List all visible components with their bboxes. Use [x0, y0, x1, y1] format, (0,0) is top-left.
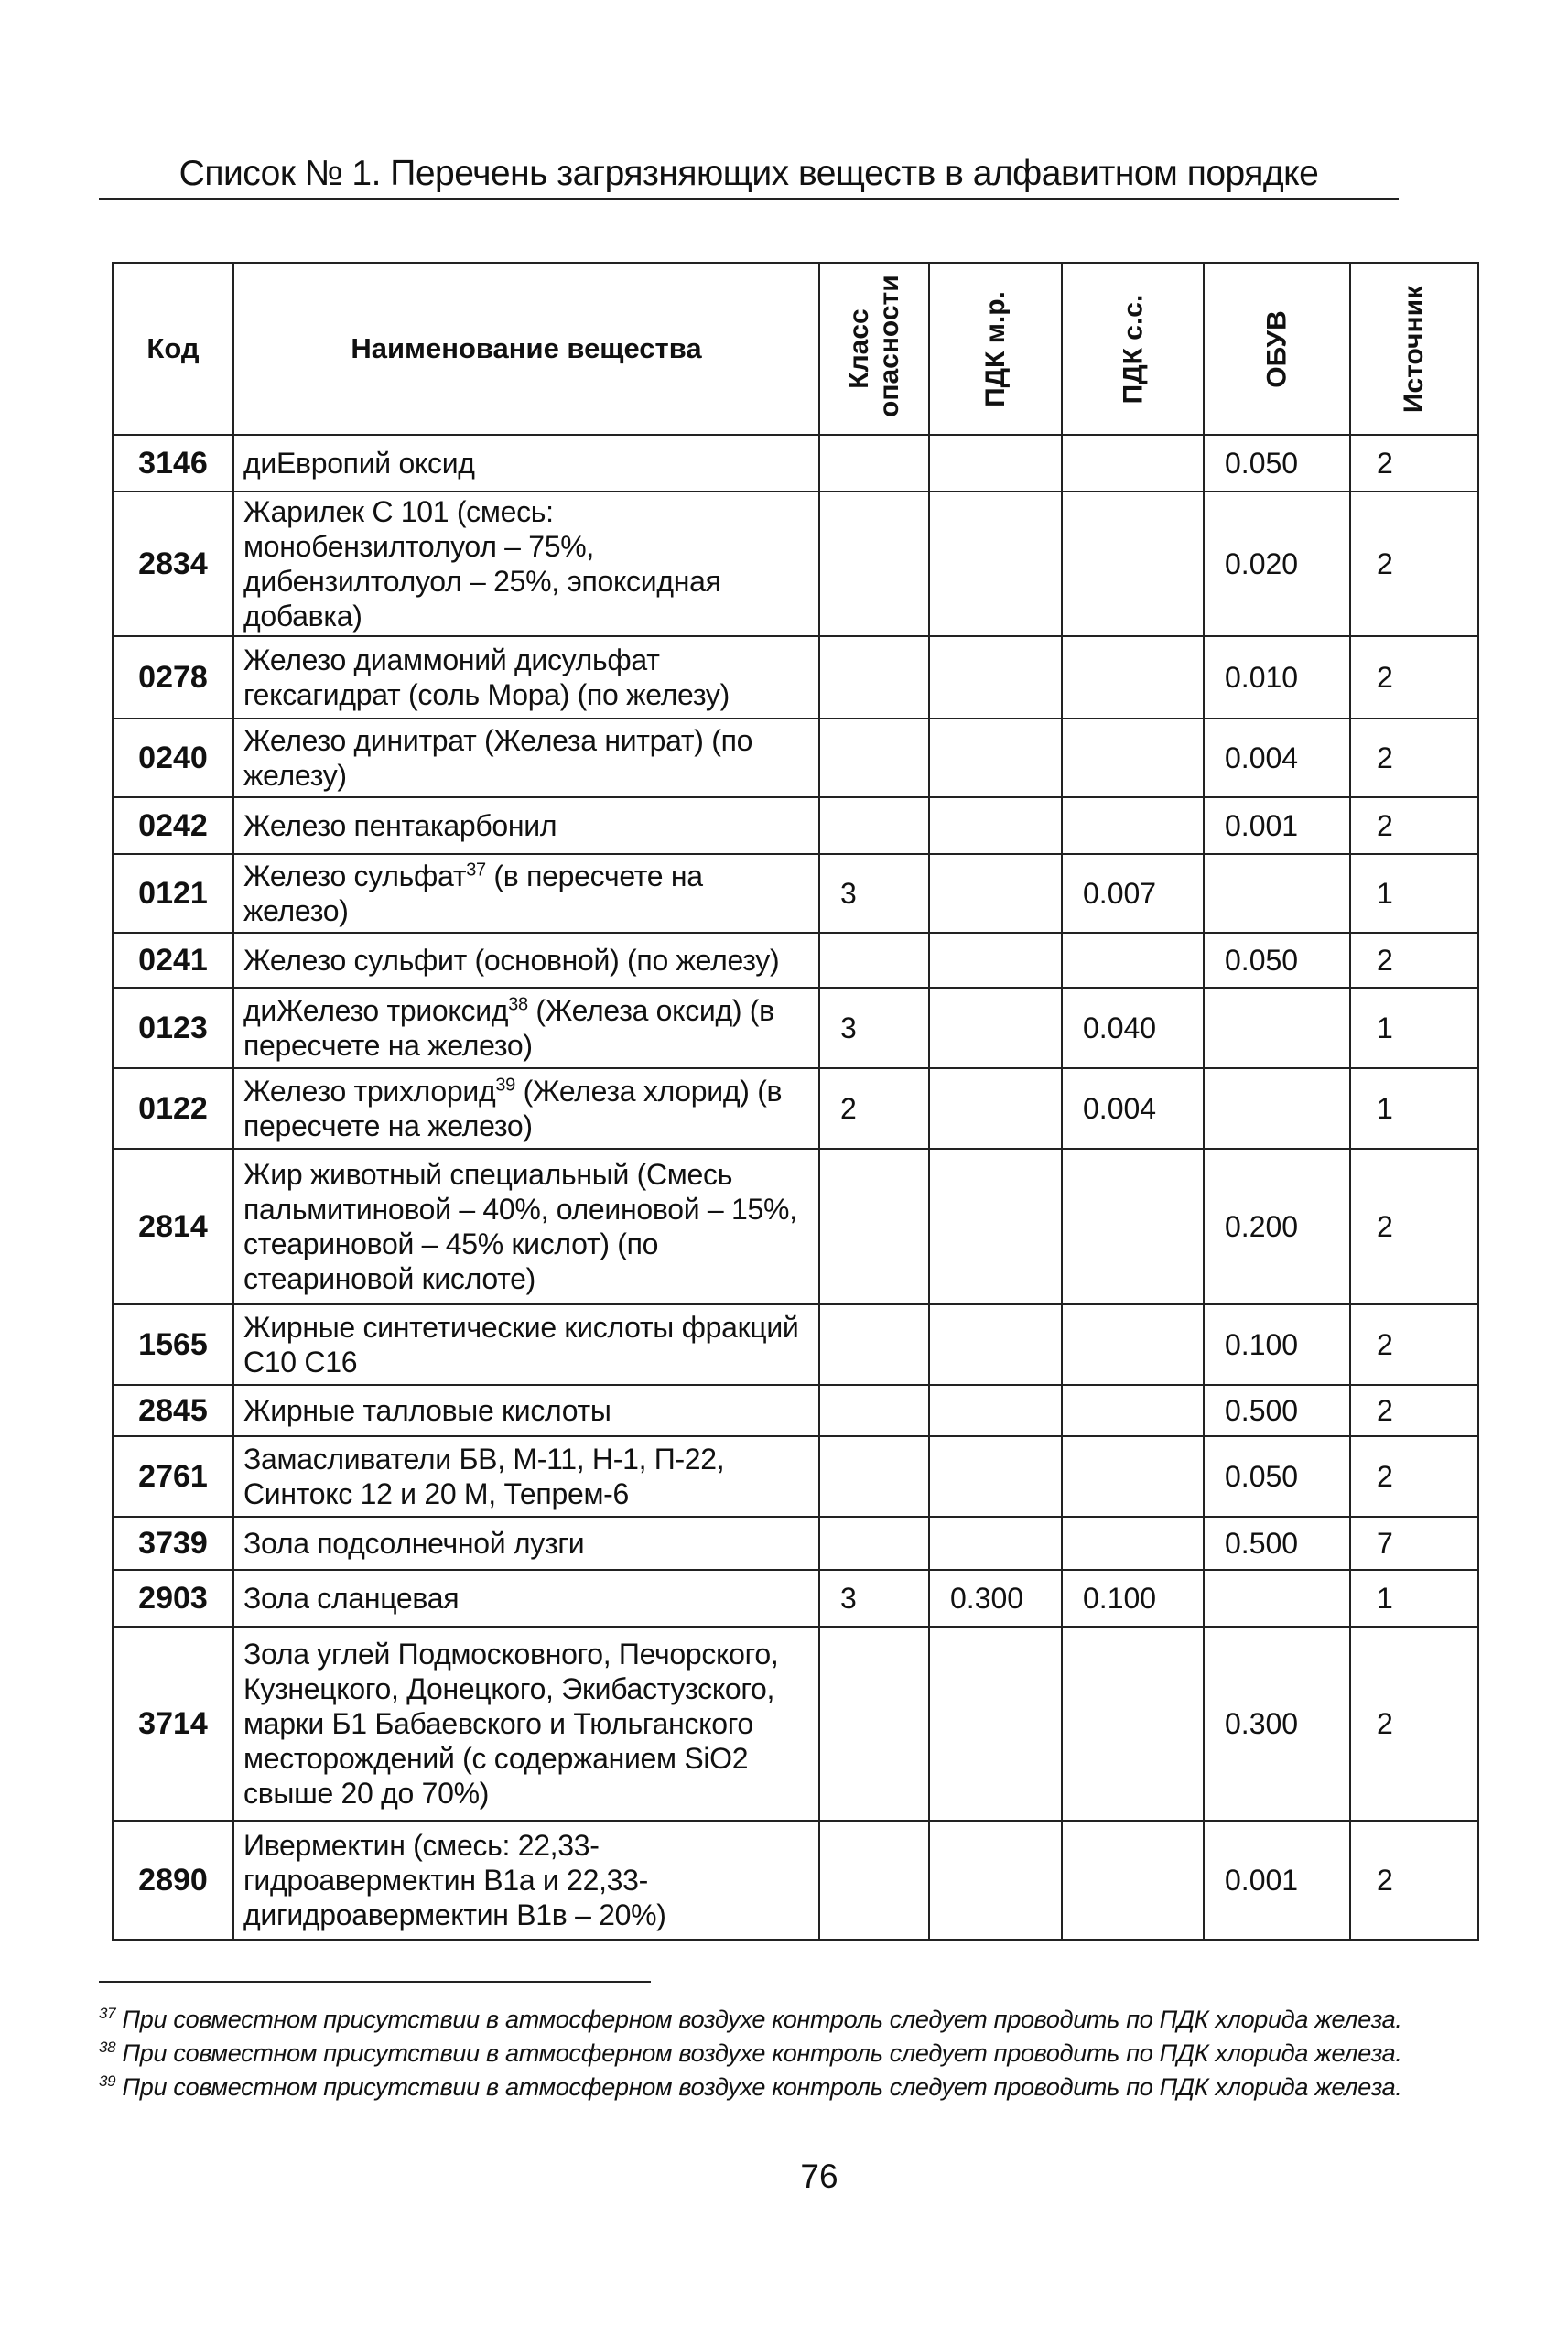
- cell-hazard-class: 3: [819, 1570, 929, 1627]
- cell-hazard-class: 2: [819, 1068, 929, 1149]
- cell-source: 2: [1350, 933, 1478, 988]
- cell-pdk-mr: [929, 1304, 1062, 1385]
- cell-name: Жирные синтетические кислоты фракций C10 C16: [233, 1304, 819, 1385]
- cell-code: 0122: [113, 1068, 233, 1149]
- cell-pdk-ss: [1062, 719, 1204, 797]
- cell-pdk-ss: [1062, 1436, 1204, 1517]
- substances-table: [112, 262, 1479, 1941]
- table-row: [113, 1304, 1478, 1385]
- cell-source: 2: [1350, 1149, 1478, 1304]
- cell-hazard-class: [819, 933, 929, 988]
- cell-pdk-ss: [1062, 636, 1204, 719]
- table-row: [113, 854, 1478, 933]
- header-pdk-ss: ПДК с.с.: [1062, 263, 1204, 435]
- cell-code: 0242: [113, 797, 233, 854]
- cell-name: Железо сульфит (основной) (по железу): [233, 933, 819, 988]
- cell-name: Жирные талловые кислоты: [233, 1385, 819, 1436]
- cell-name: Железо сульфат$^{37}$ (в пересчете на железо): [233, 854, 819, 933]
- table-row: [113, 636, 1478, 719]
- cell-code: 2814: [113, 1149, 233, 1304]
- cell-source: 2: [1350, 492, 1478, 636]
- cell-code: 0121: [113, 854, 233, 933]
- cell-obuv: 0.300: [1204, 1627, 1350, 1821]
- cell-code: 3739: [113, 1517, 233, 1570]
- header-code: Код: [113, 263, 233, 435]
- cell-hazard-class: [819, 435, 929, 492]
- table-row: [113, 1627, 1478, 1821]
- cell-name: Жир животный специальный (Смесь пальмитиновой – 40%, олеиновой – 15%, стеариновой – 45% кислот) (по стеариновой кислоте): [233, 1149, 819, 1304]
- cell-obuv: 0.100: [1204, 1304, 1350, 1385]
- cell-pdk-mr: [929, 636, 1062, 719]
- cell-pdk-mr: [929, 1068, 1062, 1149]
- cell-pdk-ss: 0.100: [1062, 1570, 1204, 1627]
- header-source: Источник: [1350, 263, 1478, 435]
- cell-obuv: 0.050: [1204, 435, 1350, 492]
- cell-hazard-class: 3: [819, 988, 929, 1068]
- cell-pdk-mr: [929, 1149, 1062, 1304]
- cell-code: 2845: [113, 1385, 233, 1436]
- cell-source: 2: [1350, 1436, 1478, 1517]
- table-row: [113, 1570, 1478, 1627]
- cell-obuv: [1204, 988, 1350, 1068]
- cell-code: 2903: [113, 1570, 233, 1627]
- cell-pdk-mr: [929, 1436, 1062, 1517]
- cell-pdk-ss: [1062, 797, 1204, 854]
- cell-pdk-mr: [929, 1821, 1062, 1940]
- page-title: Список № 1. Перечень загрязняющих веществ в алфавитном порядке: [178, 154, 1319, 193]
- header-hazard-class: Класс опасности: [819, 263, 929, 435]
- cell-pdk-ss: [1062, 1304, 1204, 1385]
- cell-source: 2: [1350, 1385, 1478, 1436]
- cell-obuv: 0.050: [1204, 933, 1350, 988]
- cell-source: 2: [1350, 1821, 1478, 1940]
- cell-pdk-mr: [929, 1385, 1062, 1436]
- cell-hazard-class: [819, 1517, 929, 1570]
- table-row: [113, 1149, 1478, 1304]
- cell-hazard-class: [819, 1821, 929, 1940]
- header-pdk-mr: ПДК м.р.: [929, 263, 1062, 435]
- cell-source: 2: [1350, 797, 1478, 854]
- cell-obuv: [1204, 1570, 1350, 1627]
- cell-hazard-class: 3: [819, 854, 929, 933]
- table-header-row: [113, 263, 1478, 435]
- cell-obuv: 0.020: [1204, 492, 1350, 636]
- cell-source: 2: [1350, 636, 1478, 719]
- cell-name: Зола сланцевая: [233, 1570, 819, 1627]
- cell-pdk-mr: [929, 854, 1062, 933]
- cell-pdk-mr: [929, 933, 1062, 988]
- cell-obuv: 0.500: [1204, 1517, 1350, 1570]
- cell-source: 2: [1350, 1304, 1478, 1385]
- cell-code: 2761: [113, 1436, 233, 1517]
- footnote-38: $^{38}$ При совместном присутствии в атмосферном воздухе контроль следует проводить по ПДК хлорида железа.: [99, 2038, 1402, 2067]
- table-row: [113, 797, 1478, 854]
- cell-name: Замасливатели БВ, М-11, Н-1, П-22, Синтокс 12 и 20 М, Тепрем-6: [233, 1436, 819, 1517]
- table-row: [113, 1068, 1478, 1149]
- header-name: Наименование вещества: [233, 263, 819, 435]
- cell-pdk-ss: [1062, 1821, 1204, 1940]
- footnote-ref-39: 39: [495, 1075, 516, 1096]
- cell-source: 2: [1350, 719, 1478, 797]
- cell-obuv: 0.001: [1204, 797, 1350, 854]
- cell-pdk-mr: [929, 1627, 1062, 1821]
- cell-hazard-class: [819, 1149, 929, 1304]
- cell-source: 1: [1350, 1068, 1478, 1149]
- cell-source: 2: [1350, 1627, 1478, 1821]
- cell-obuv: [1204, 1068, 1350, 1149]
- cell-pdk-mr: [929, 719, 1062, 797]
- cell-hazard-class: [819, 719, 929, 797]
- header-obuv: ОБУВ: [1204, 263, 1350, 435]
- cell-pdk-ss: [1062, 933, 1204, 988]
- title-divider: [99, 198, 1399, 200]
- footnote-divider: [99, 1981, 651, 1983]
- cell-obuv: 0.500: [1204, 1385, 1350, 1436]
- cell-hazard-class: [819, 1385, 929, 1436]
- cell-pdk-ss: [1062, 1149, 1204, 1304]
- cell-obuv: [1204, 854, 1350, 933]
- cell-obuv: 0.200: [1204, 1149, 1350, 1304]
- cell-pdk-mr: [929, 797, 1062, 854]
- cell-name: Железо трихлорид$^{39}$ (Железа хлорид) (в пересчете на железо): [233, 1068, 819, 1149]
- cell-name: Железо динитрат (Железа нитрат) (по железу): [233, 719, 819, 797]
- table-row: [113, 1436, 1478, 1517]
- cell-name: Железо диаммоний дисульфат гексагидрат (соль Мора) (по железу): [233, 636, 819, 719]
- cell-name: Жарилек С 101 (смесь: монобензилтолуол – 75%, дибензилтолуол – 25%, эпоксидная добавка): [233, 492, 819, 636]
- cell-code: 3714: [113, 1627, 233, 1821]
- table-row: [113, 1517, 1478, 1570]
- cell-name: Зола углей Подмосковного, Печорского, Кузнецкого, Донецкого, Экибастузского, марки Б1 Бабаевского и Тюльганского месторождений (с содержанием SiO2 свыше 20 до 70%): [233, 1627, 819, 1821]
- cell-obuv: 0.004: [1204, 719, 1350, 797]
- cell-name: диЕвропий оксид: [233, 435, 819, 492]
- cell-code: 1565: [113, 1304, 233, 1385]
- cell-source: 2: [1350, 435, 1478, 492]
- cell-code: 2890: [113, 1821, 233, 1940]
- cell-pdk-ss: [1062, 1385, 1204, 1436]
- cell-hazard-class: [819, 1436, 929, 1517]
- footnotes: [99, 2003, 1490, 2104]
- cell-code: 3146: [113, 435, 233, 492]
- cell-name: диЖелезо триоксид$^{38}$ (Железа оксид) (в пересчете на железо): [233, 988, 819, 1068]
- table-row: [113, 1385, 1478, 1436]
- cell-pdk-ss: [1062, 435, 1204, 492]
- cell-name: Железо пентакарбонил: [233, 797, 819, 854]
- cell-pdk-ss: 0.007: [1062, 854, 1204, 933]
- cell-source: 1: [1350, 1570, 1478, 1627]
- cell-pdk-mr: [929, 492, 1062, 636]
- cell-hazard-class: [819, 1627, 929, 1821]
- table-row: [113, 933, 1478, 988]
- cell-hazard-class: [819, 1304, 929, 1385]
- cell-hazard-class: [819, 636, 929, 719]
- cell-code: 0241: [113, 933, 233, 988]
- table-row: [113, 1821, 1478, 1940]
- cell-name: Зола подсолнечной лузги: [233, 1517, 819, 1570]
- cell-pdk-mr: 0.300: [929, 1570, 1062, 1627]
- cell-obuv: 0.050: [1204, 1436, 1350, 1517]
- cell-pdk-mr: [929, 988, 1062, 1068]
- cell-pdk-mr: [929, 435, 1062, 492]
- cell-pdk-ss: [1062, 492, 1204, 636]
- cell-pdk-ss: [1062, 1517, 1204, 1570]
- cell-code: 0123: [113, 988, 233, 1068]
- cell-hazard-class: [819, 797, 929, 854]
- cell-code: 2834: [113, 492, 233, 636]
- cell-code: 0278: [113, 636, 233, 719]
- cell-source: 7: [1350, 1517, 1478, 1570]
- cell-pdk-ss: 0.004: [1062, 1068, 1204, 1149]
- cell-pdk-ss: 0.040: [1062, 988, 1204, 1068]
- footnote-ref-37: 37: [466, 860, 486, 881]
- table-row: [113, 435, 1478, 492]
- footnote-37: $^{37}$ При совместном присутствии в атмосферном воздухе контроль следует проводить по ПДК хлорида железа.: [99, 2005, 1402, 2033]
- cell-pdk-mr: [929, 1517, 1062, 1570]
- cell-hazard-class: [819, 492, 929, 636]
- cell-obuv: 0.001: [1204, 1821, 1350, 1940]
- table-row: [113, 988, 1478, 1068]
- table-row: [113, 719, 1478, 797]
- footnote-39: $^{39}$ При совместном присутствии в атмосферном воздухе контроль следует проводить по ПДК хлорида железа.: [99, 2071, 1402, 2101]
- cell-source: 1: [1350, 854, 1478, 933]
- table-row: [113, 492, 1478, 636]
- cell-source: 1: [1350, 988, 1478, 1068]
- cell-pdk-ss: [1062, 1627, 1204, 1821]
- footnote-ref-38: 38: [508, 994, 528, 1015]
- cell-code: 0240: [113, 719, 233, 797]
- page-number: 76: [800, 2157, 838, 2195]
- cell-obuv: 0.010: [1204, 636, 1350, 719]
- cell-name: Ивермектин (смесь: 22,33-гидроавермектин B1a и 22,33-дигидроавермектин B1в – 20%): [233, 1821, 819, 1940]
